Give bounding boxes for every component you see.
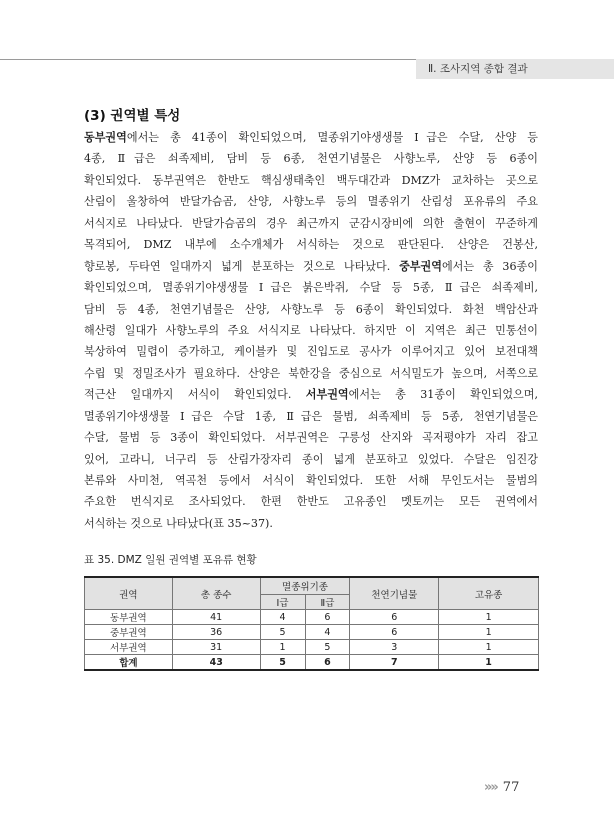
line-text: 북상하여 밀렵이 증가하고, 케이블카 및 진입도로 공사가 이루어지고 있어 보전대책 xyxy=(84,345,538,359)
paragraph-line xyxy=(84,148,538,169)
paragraph-line xyxy=(84,170,538,191)
region-keyword: 동부권역 xyxy=(84,131,127,144)
table-row xyxy=(85,625,539,640)
line-text: 확인되었으며, 멸종위기야생생물 Ⅰ급은 붉은박쥐, 수달 등 5종, Ⅱ급은 쇠족제비, xyxy=(84,281,538,295)
paragraph-line xyxy=(84,449,538,470)
line-text: 4종, Ⅱ급은 쇠족제비, 담비 등 6종, 천연기념물은 사향노루, 산양 등 6종이 xyxy=(84,152,538,166)
cell-total: 31 xyxy=(172,640,260,655)
paragraph-line xyxy=(84,341,538,362)
cell-grade2: 5 xyxy=(305,640,350,655)
header-endemic: 고유종 xyxy=(439,577,539,610)
region-keyword: 서부권역 xyxy=(305,388,349,402)
chapter-header: Ⅱ. 조사지역 종합 결과 xyxy=(416,59,614,79)
paragraph-line xyxy=(84,191,538,212)
header-grade1: Ⅰ급 xyxy=(260,595,305,610)
cell-region: 동부권역 xyxy=(85,610,173,625)
region-keyword: 중부권역 xyxy=(399,259,442,273)
cell-total: 36 xyxy=(172,625,260,640)
cell-monument: 7 xyxy=(350,655,439,671)
line-text: 산림이 울창하여 반달가슴곰, 산양, 사향노루 등의 멸종위기 산림성 포유류의 주요 xyxy=(84,195,538,209)
cell-total: 43 xyxy=(172,655,260,671)
table-caption: 표 35. DMZ 일원 권역별 포유류 현황 xyxy=(84,554,257,566)
header-endangered: 멸종위기종 xyxy=(260,577,350,595)
line-text: 해산령 일대가 사향노루의 주요 서식지로 나타났다. 하지만 이 지역은 최근 민통선이 xyxy=(84,323,538,337)
cell-endemic: 1 xyxy=(439,655,539,671)
paragraph-line xyxy=(84,513,538,534)
page-footer xyxy=(484,780,519,795)
cell-region: 중부권역 xyxy=(85,625,173,640)
line-text: 담비 등 4종, 천연기념물은 산양, 사향노루 등 6종이 확인되었다. 화천 백암산과 xyxy=(84,302,538,316)
cell-region: 합계 xyxy=(85,655,173,671)
cell-grade2: 4 xyxy=(305,625,350,640)
cell-endemic: 1 xyxy=(439,610,539,625)
paragraph-line xyxy=(84,234,538,255)
line-text: 서식하는 것으로 나타났다(표 35~37). xyxy=(84,516,273,530)
cell-endemic: 1 xyxy=(439,625,539,640)
paragraph-line xyxy=(84,491,538,512)
paragraph-line xyxy=(84,384,538,405)
section-title: (3) 권역별 특성 xyxy=(84,108,181,124)
body-paragraph xyxy=(84,127,538,534)
paragraph-line xyxy=(84,256,538,277)
mammal-status-table xyxy=(84,576,539,671)
cell-grade1: 4 xyxy=(260,610,305,625)
table-row xyxy=(85,610,539,625)
cell-grade1: 5 xyxy=(260,625,305,640)
cell-monument: 6 xyxy=(350,625,439,640)
header-region: 권역 xyxy=(85,577,173,610)
cell-grade2: 6 xyxy=(305,655,350,671)
header-grade2: Ⅱ급 xyxy=(305,595,350,610)
table-total-row xyxy=(85,655,539,671)
page-number: 77 xyxy=(502,780,520,795)
paragraph-line xyxy=(84,213,538,234)
line-text: 서식지로 나타났다. 반달가슴곰의 경우 최근까지 군감시장비에 의한 출현이 꾸준하게 xyxy=(84,216,538,230)
cell-endemic: 1 xyxy=(439,640,539,655)
cell-grade1: 1 xyxy=(260,640,305,655)
paragraph-line xyxy=(84,299,538,320)
paragraph-line xyxy=(84,320,538,341)
paragraph-line xyxy=(84,427,538,448)
line-text: 향로봉, 두타연 일대까지 넓게 분포하는 것으로 나타났다. xyxy=(84,259,400,273)
cell-grade2: 6 xyxy=(305,610,350,625)
paragraph-line xyxy=(84,127,538,148)
line-text: 확인되었다. 동부권역은 한반도 핵심생태축인 백두대간과 DMZ가 교차하는 곳으로 xyxy=(84,173,538,187)
header-natural-monument: 천연기념물 xyxy=(350,577,439,610)
line-text: 본류와 사미천, 역곡천 등에서 서식이 확인되었다. 또한 서해 무인도서는 물범의 xyxy=(84,474,538,487)
line-text: 목격되어, DMZ 내부에 소수개체가 서식하는 것으로 판단된다. 산양은 건봉산, xyxy=(84,238,538,252)
line-text: 있어, 고라니, 너구리 등 산림가장자리 종이 넓게 분포하고 있었다. 수달은 임진강 xyxy=(84,452,538,466)
cell-total: 41 xyxy=(172,610,260,625)
header-total-species: 총 종수 xyxy=(172,577,260,610)
line-text: 에서는 총 36종이 xyxy=(441,259,538,273)
line-text: 적근산 일대까지 서식이 확인되었다. xyxy=(84,388,306,402)
cell-region: 서부권역 xyxy=(85,640,173,655)
line-text: 수달, 물범 등 3종이 확인되었다. 서부권역은 구릉성 산지와 곡저평야가 자리 잡고 xyxy=(84,431,538,445)
paragraph-line xyxy=(84,277,538,298)
line-text: 에서는 총 31종이 확인되었으며, xyxy=(348,388,538,402)
paragraph-line xyxy=(84,470,538,491)
paragraph-line xyxy=(84,406,538,427)
chevron-right-icon: »» xyxy=(484,780,497,795)
line-text: 멸종위기야생생물 Ⅰ급은 수달 1종, Ⅱ급은 물범, 쇠족제비 등 5종, 천연기념물은 xyxy=(84,409,538,423)
table-row xyxy=(85,640,539,655)
cell-monument: 3 xyxy=(350,640,439,655)
line-text: 에서는 총 41종이 확인되었으며, 멸종위기야생생물 Ⅰ급은 수달, 산양 등 xyxy=(126,131,538,144)
paragraph-line xyxy=(84,363,538,384)
cell-grade1: 5 xyxy=(260,655,305,671)
line-text: 주요한 번식지로 조사되었다. 한편 한반도 고유종인 멧토끼는 모든 권역에서 xyxy=(84,495,538,509)
cell-monument: 6 xyxy=(350,610,439,625)
line-text: 수립 및 정밀조사가 필요하다. 산양은 북한강을 중심으로 서식밀도가 높으며, 서쪽으로 xyxy=(84,366,538,380)
